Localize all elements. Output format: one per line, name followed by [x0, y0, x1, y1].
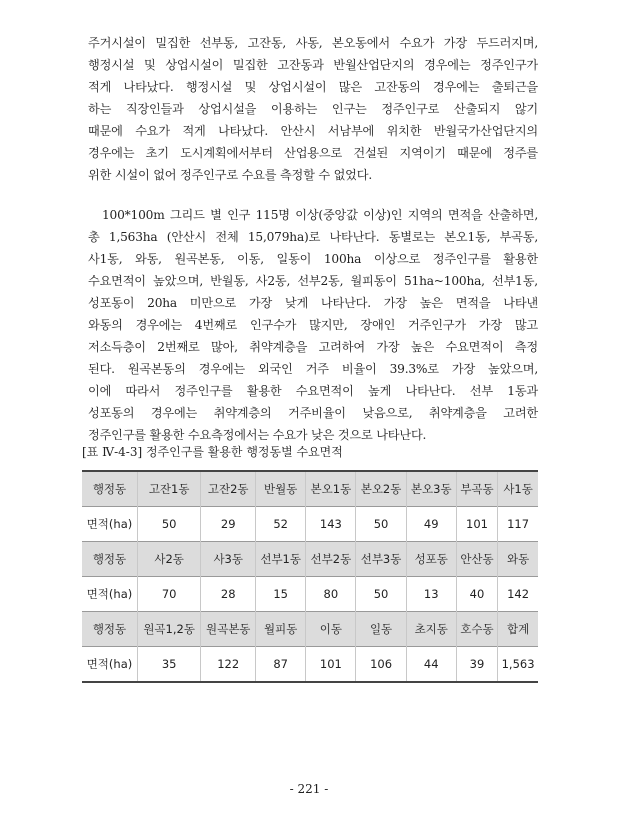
table-cell: 본오1동: [306, 471, 356, 507]
table-row: [82, 647, 538, 683]
text-line: 와동의 경우에는 4번째로 인구수가 많지만, 장애인 거주인구가 가장 많고: [88, 318, 538, 332]
row-label: 행정동: [82, 471, 137, 507]
table-cell: 성포동: [406, 542, 456, 577]
table-cell: 월피동: [256, 612, 306, 647]
table-cell: 13: [406, 577, 456, 612]
table-cell: 28: [201, 577, 256, 612]
table-cell: 101: [306, 647, 356, 683]
table-cell: 원곡1,2동: [137, 612, 200, 647]
text-line: 행정시설 및 상업시설이 밀집한 고잔동과 반월산업단지의 경우에는 정주인구가: [88, 58, 538, 72]
table-cell: 106: [356, 647, 406, 683]
table-cell: 사1동: [498, 471, 538, 507]
table-cell: 101: [456, 507, 497, 542]
table-cell: 호수동: [456, 612, 497, 647]
text-line: 100*100m 그리드 별 인구 115명 이상(중앙값 이상)인 지역의 면적을 산출하면,: [102, 208, 538, 222]
table-cell: 이동: [306, 612, 356, 647]
text-line: 주거시설이 밀집한 선부동, 고잔동, 사동, 본오동에서 수요가 가장 두드러지며,: [88, 36, 538, 50]
demand-area-table: [82, 470, 538, 683]
table-cell: 117: [507, 517, 530, 531]
table-cell: 고잔2동: [201, 471, 256, 507]
table-caption: [표 Ⅳ-4-3] 정주인구를 활용한 행정동별 수요면적: [82, 445, 343, 459]
table-cell: 15: [256, 577, 306, 612]
text-line: 하는 직장인들과 상업시설을 이용하는 인구는 정주인구로 산출되지 않기: [88, 102, 538, 116]
text-line: 성포동의 경우에는 취약계층의 거주비율이 낮음으로, 취약계층을 고려한: [88, 406, 538, 420]
table-cell: 본오3동: [406, 471, 456, 507]
text-line: 저소득층이 2번째로 많아, 취약계층을 고려하여 가장 높은 수요면적이 측정: [88, 340, 538, 354]
table-cell: 초지동: [406, 612, 456, 647]
text-line: 된다. 원곡본동의 경우에는 외국인 거주 비율이 39.3%로 가장 높았으며,: [88, 362, 538, 376]
table-cell: 부곡동: [456, 471, 497, 507]
table-cell: 50: [137, 507, 200, 542]
table-cell: 일동: [356, 612, 406, 647]
table-cell: 1,563: [501, 657, 535, 671]
table-cell: 35: [137, 647, 200, 683]
table-cell: 본오2동: [356, 471, 406, 507]
table-cell: 반월동: [256, 471, 306, 507]
text-line: 수요면적이 높았으며, 반월동, 사2동, 선부2동, 월피동이 51ha~100ha, 선부1동,: [88, 274, 538, 288]
row-label: 면적(ha): [82, 647, 137, 683]
table-row: [82, 577, 538, 612]
table-cell: 와동: [498, 542, 538, 577]
header-row: [82, 612, 538, 647]
table-cell: 선부2동: [306, 542, 356, 577]
text-line: 정주인구를 활용한 수요측정에서는 수요가 낮은 것으로 나타난다.: [88, 428, 427, 442]
text-line: 이에 따라서 정주인구를 활용한 수요면적이 높게 나타난다. 선부 1동과: [88, 384, 538, 398]
table-cell: 49: [406, 507, 456, 542]
table-cell: 142: [507, 587, 530, 601]
table-row: [82, 507, 538, 542]
table-cell: 고잔1동: [137, 471, 200, 507]
table-cell: 87: [256, 647, 306, 683]
table-cell: 40: [456, 577, 497, 612]
row-label: 면적(ha): [82, 507, 137, 542]
table-cell: 122: [201, 647, 256, 683]
table-cell: 44: [406, 647, 456, 683]
text-line: 때문에 수요가 적게 나타났다. 안산시 서남부에 위치한 반월국가산업단지의: [88, 124, 538, 138]
paragraph-1: [88, 32, 538, 186]
table-cell: 원곡본동: [201, 612, 256, 647]
page-number: - 221 -: [289, 782, 329, 796]
row-label: 행정동: [82, 612, 137, 647]
table-cell: 143: [306, 507, 356, 542]
table-cell: 29: [201, 507, 256, 542]
header-row: [82, 542, 538, 577]
table-cell: 안산동: [456, 542, 497, 577]
paragraph-2: [88, 204, 538, 446]
header-row: [82, 471, 538, 507]
text-line: 총 1,563ha (안산시 전체 15,079ha)로 나타난다. 동별로는 본오1동, 부곡동,: [88, 230, 538, 244]
text-line: 성포동이 20ha 미만으로 가장 낮게 나타난다. 가장 높은 면적을 나타낸: [88, 296, 538, 310]
table-cell: 70: [137, 577, 200, 612]
row-label: 행정동: [82, 542, 137, 577]
table-cell: 50: [356, 577, 406, 612]
table-cell: 39: [456, 647, 497, 683]
table-cell: 선부1동: [256, 542, 306, 577]
table-cell: 사3동: [201, 542, 256, 577]
table-cell: 52: [256, 507, 306, 542]
row-label: 면적(ha): [82, 577, 137, 612]
text-line: 위한 시설이 없어 정주인구로 수요를 측정할 수 없었다.: [88, 168, 373, 182]
table-cell: 선부3동: [356, 542, 406, 577]
text-line: 적게 나타났다. 행정시설 및 상업시설이 많은 고잔동의 경우에는 출퇴근을: [88, 80, 538, 94]
table-cell: 50: [356, 507, 406, 542]
table-cell: 합계: [498, 612, 538, 647]
table-cell: 80: [306, 577, 356, 612]
text-line: 사1동, 와동, 원곡본동, 이동, 일동이 100ha 이상으로 정주인구를 활용한: [88, 252, 538, 266]
text-line: 경우에는 초기 도시계획에서부터 산업용으로 건설된 지역이기 때문에 정주를: [88, 146, 538, 160]
table-cell: 사2동: [137, 542, 200, 577]
